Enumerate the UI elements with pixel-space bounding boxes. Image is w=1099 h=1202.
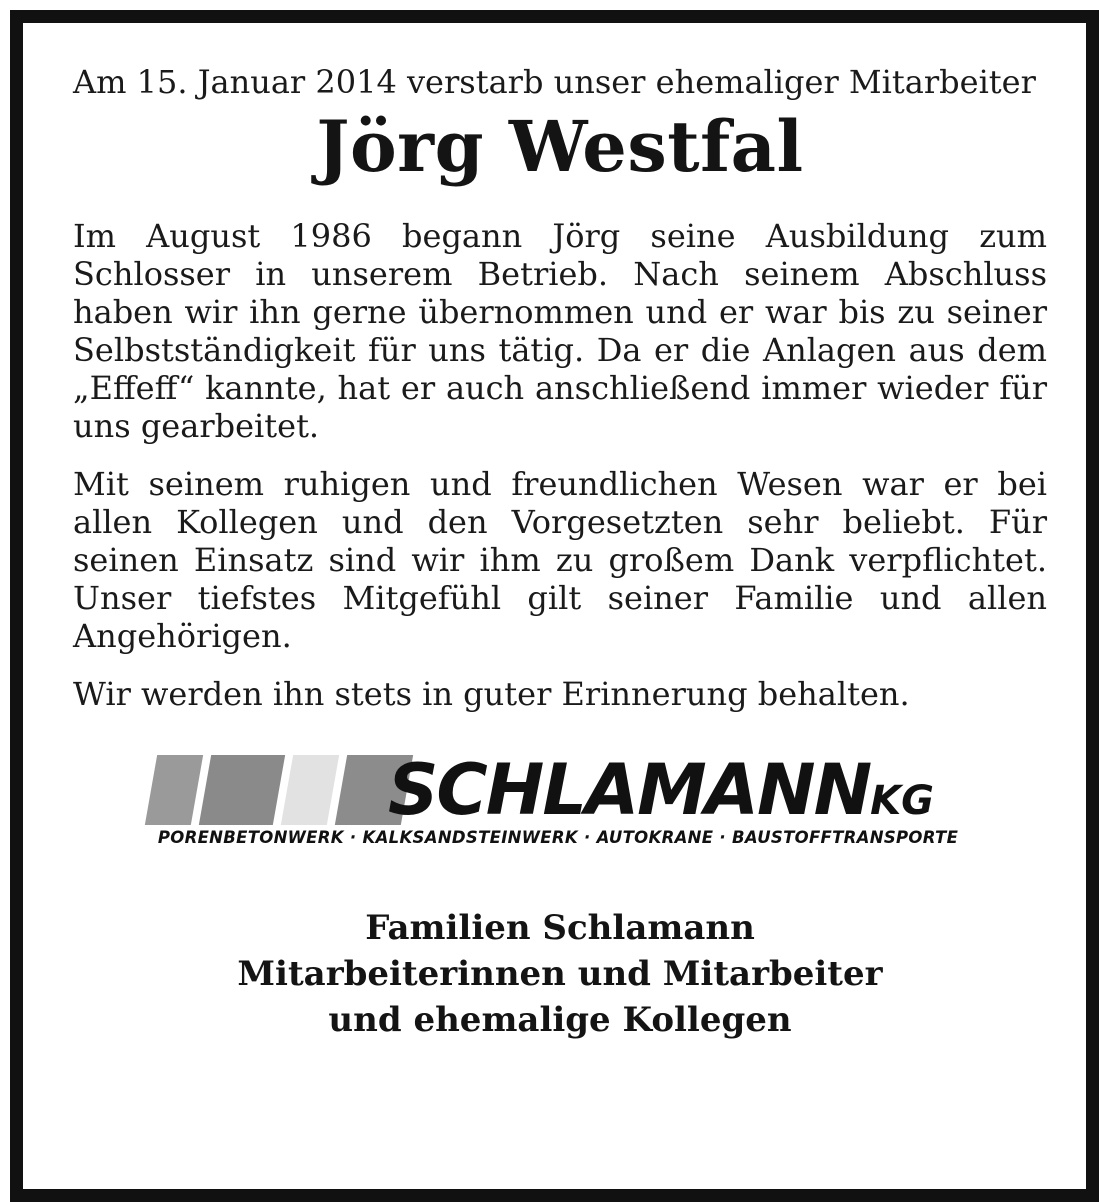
intro-text: Am 15. Januar 2014 verstarb unser ehemaliger Mitarbeiter: [73, 63, 1036, 101]
closing-text: Wir werden ihn stets in guter Erinnerung behalten.: [73, 675, 910, 713]
deceased-name: Jörg Westfal: [316, 105, 804, 188]
logo-tagline: PORENBETONWERK · KALKSANDSTEINWERK · AUTOKRANE · BAUSTOFFTRANSPORTE: [157, 828, 959, 847]
logo-suffix: KG: [870, 778, 934, 824]
signature-block: [73, 905, 1047, 1043]
company-logo: [143, 749, 973, 855]
paragraph-condolence: Mit seinem ruhigen und freundlichen Wesen war er bei allen Kollegen und den Vorgesetzten sehr beliebt. Für seinen Einsatz sind wir ihm zu großem Dank verpflichtet. Unser tiefstes Mitgefühl gilt seiner Familie und allen Angehörigen.: [73, 465, 1047, 655]
notice-content: [73, 63, 1047, 1043]
signature-line-3: und ehemalige Kollegen: [328, 1000, 792, 1040]
logo-wordmark: [388, 751, 934, 840]
signature-line-1: Familien Schlamann: [365, 908, 755, 948]
logo-bar-1: [145, 755, 203, 825]
logo-name: SCHLAMANN: [388, 749, 871, 831]
logo-bar-3: [281, 755, 339, 825]
paragraph-career: Im August 1986 begann Jörg seine Ausbildung zum Schlosser in unserem Betrieb. Nach seinem Abschluss haben wir ihn gerne übernommen und er war bis zu seiner Selbstständigkeit für uns tätig. Da er die Anlagen aus dem „Effeff“ kannte, hat er auch anschließend immer wieder für uns gearbeitet.: [73, 217, 1047, 445]
signature-line-2: Mitarbeiterinnen und Mitarbeiter: [237, 954, 883, 994]
logo-bar-2: [199, 755, 285, 825]
notice-frame: [10, 10, 1099, 1202]
